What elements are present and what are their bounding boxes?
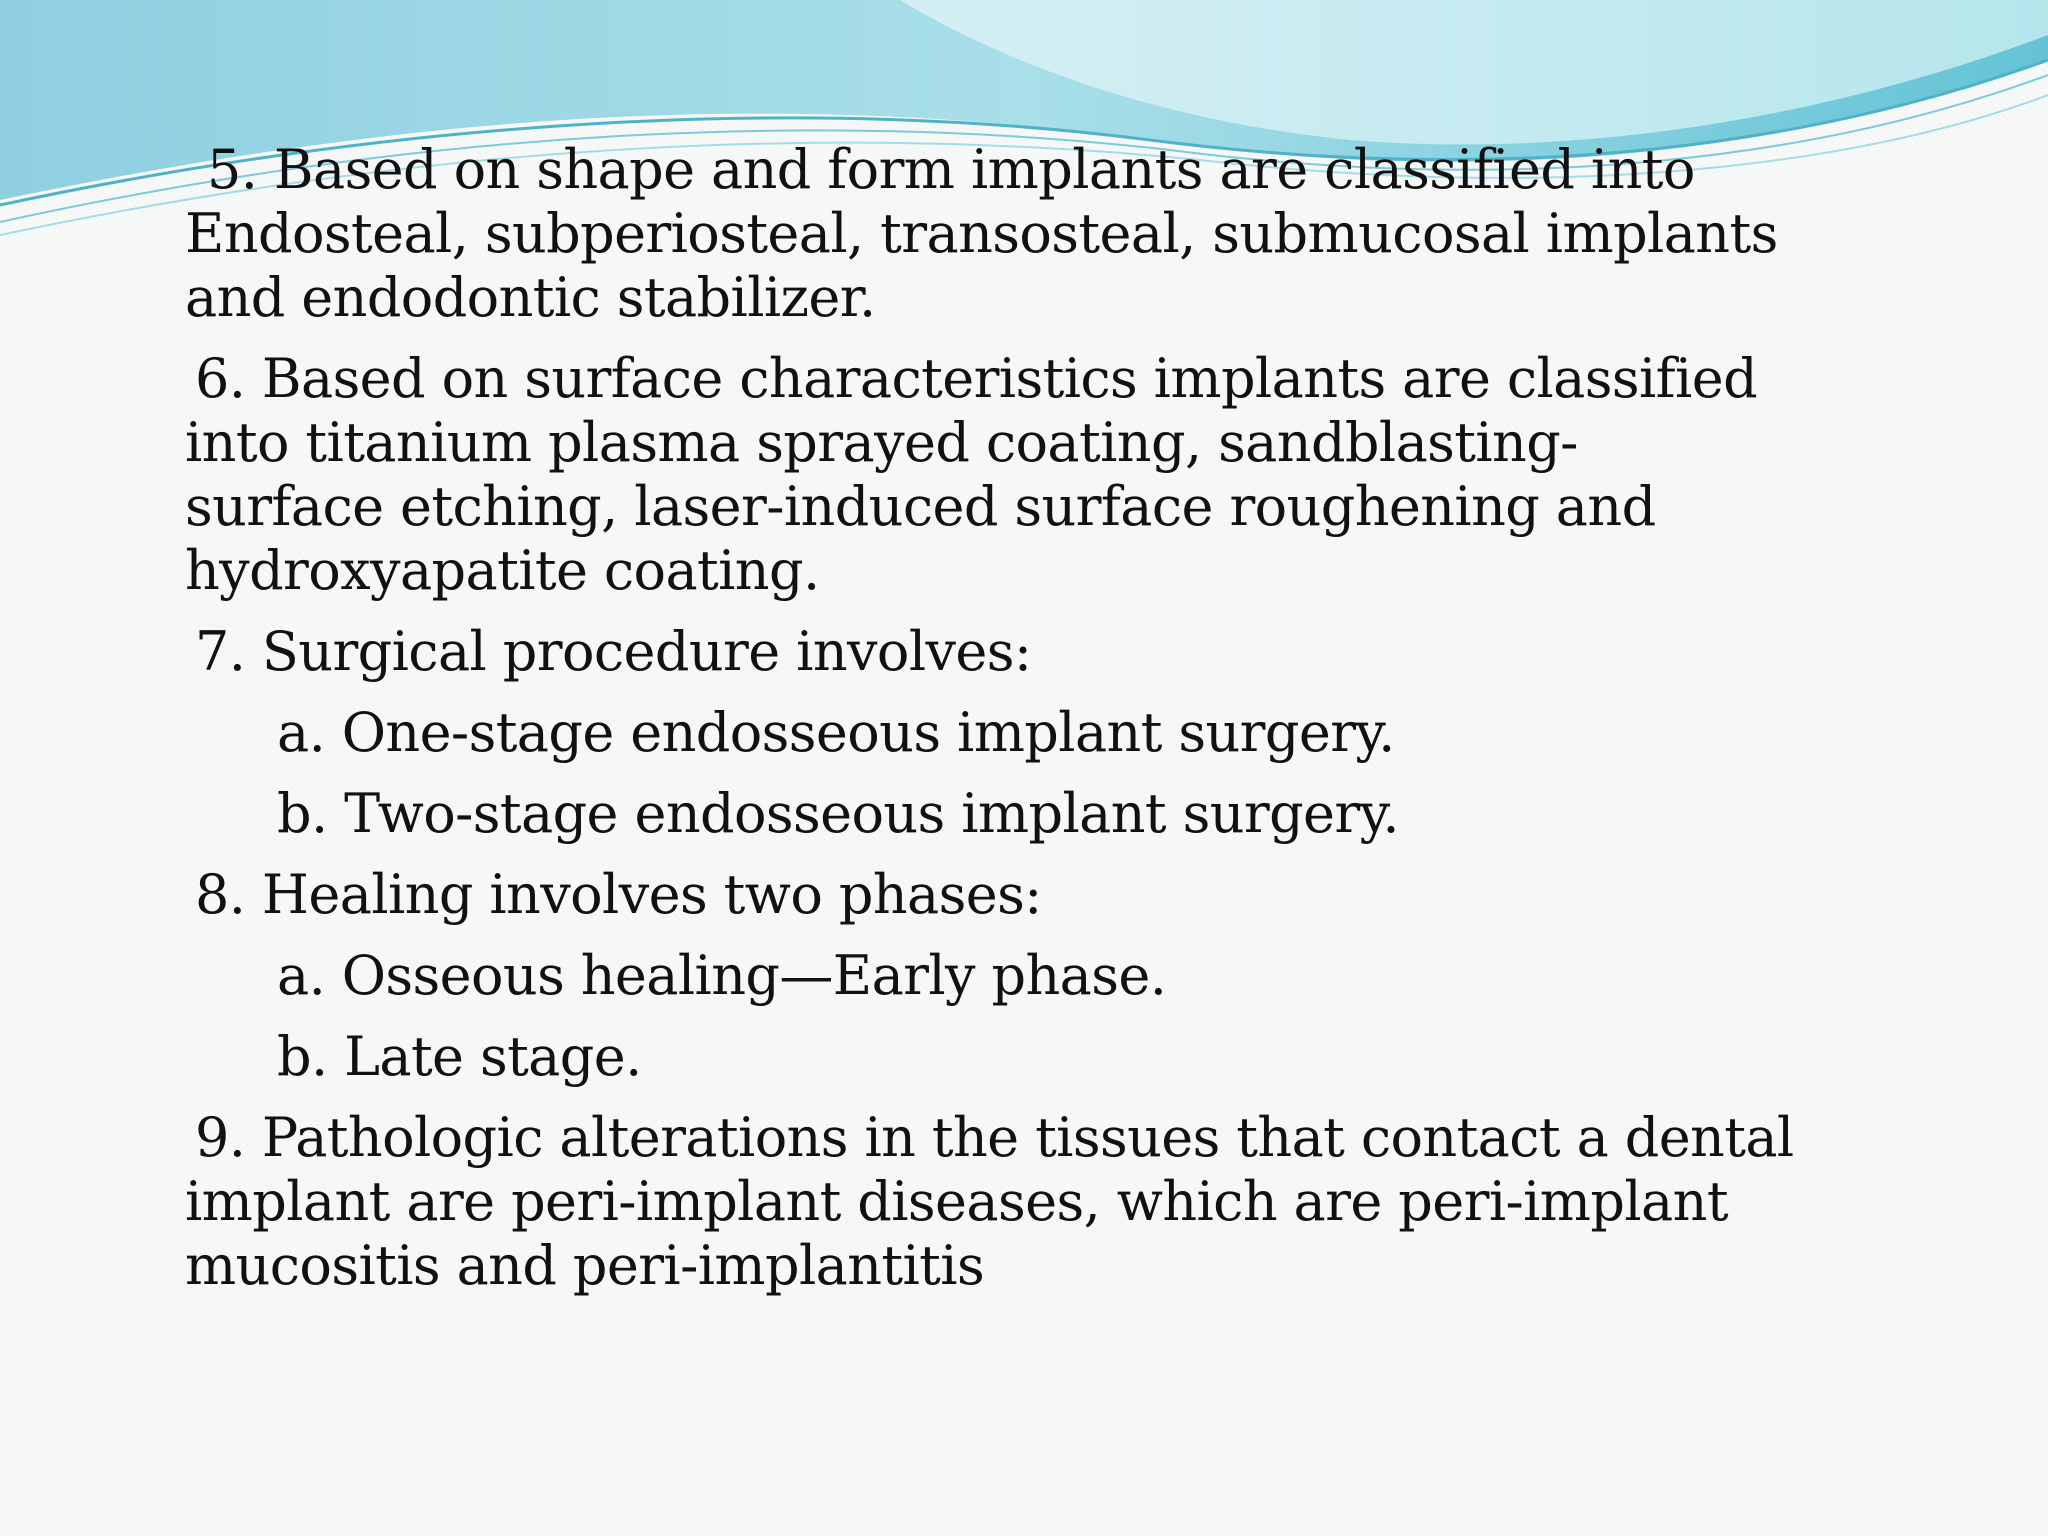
slide-content (185, 138, 1945, 1315)
item-8b-subitem: b. Late stage. (277, 1025, 642, 1088)
item-7b-subitem: b. Two-stage endosseous implant surgery. (277, 782, 1399, 845)
item-7a-subitem: a. One-stage endosseous implant surgery. (277, 701, 1395, 764)
item-5-line: 5. Based on shape and form implants are classified into (207, 138, 1695, 201)
item-9-line: implant are peri-implant diseases, which are peri-implant (185, 1170, 1728, 1233)
item-8a-subitem: a. Osseous healing—Early phase. (277, 944, 1167, 1007)
item-8-heading: 8. Healing involves two phases: (195, 863, 1042, 926)
item-5-paragraph (185, 138, 1945, 330)
item-9-line: mucositis and peri-implantitis (185, 1234, 985, 1297)
item-6-paragraph (185, 347, 1945, 603)
item-6-line: 6. Based on surface characteristics implants are classified (195, 347, 1758, 410)
item-6-line: hydroxyapatite coating. (185, 539, 820, 602)
item-9-line: 9. Pathologic alterations in the tissues that contact a dental (195, 1106, 1794, 1169)
item-9-paragraph (185, 1106, 1945, 1298)
item-5-line: Endosteal, subperiosteal, transosteal, submucosal implants (185, 202, 1778, 265)
item-6-line: surface etching, laser-induced surface roughening and (185, 475, 1656, 538)
item-7-heading: 7. Surgical procedure involves: (195, 620, 1032, 683)
item-6-line: into titanium plasma sprayed coating, sandblasting- (185, 411, 1578, 474)
item-5-line: and endodontic stabilizer. (185, 266, 876, 329)
